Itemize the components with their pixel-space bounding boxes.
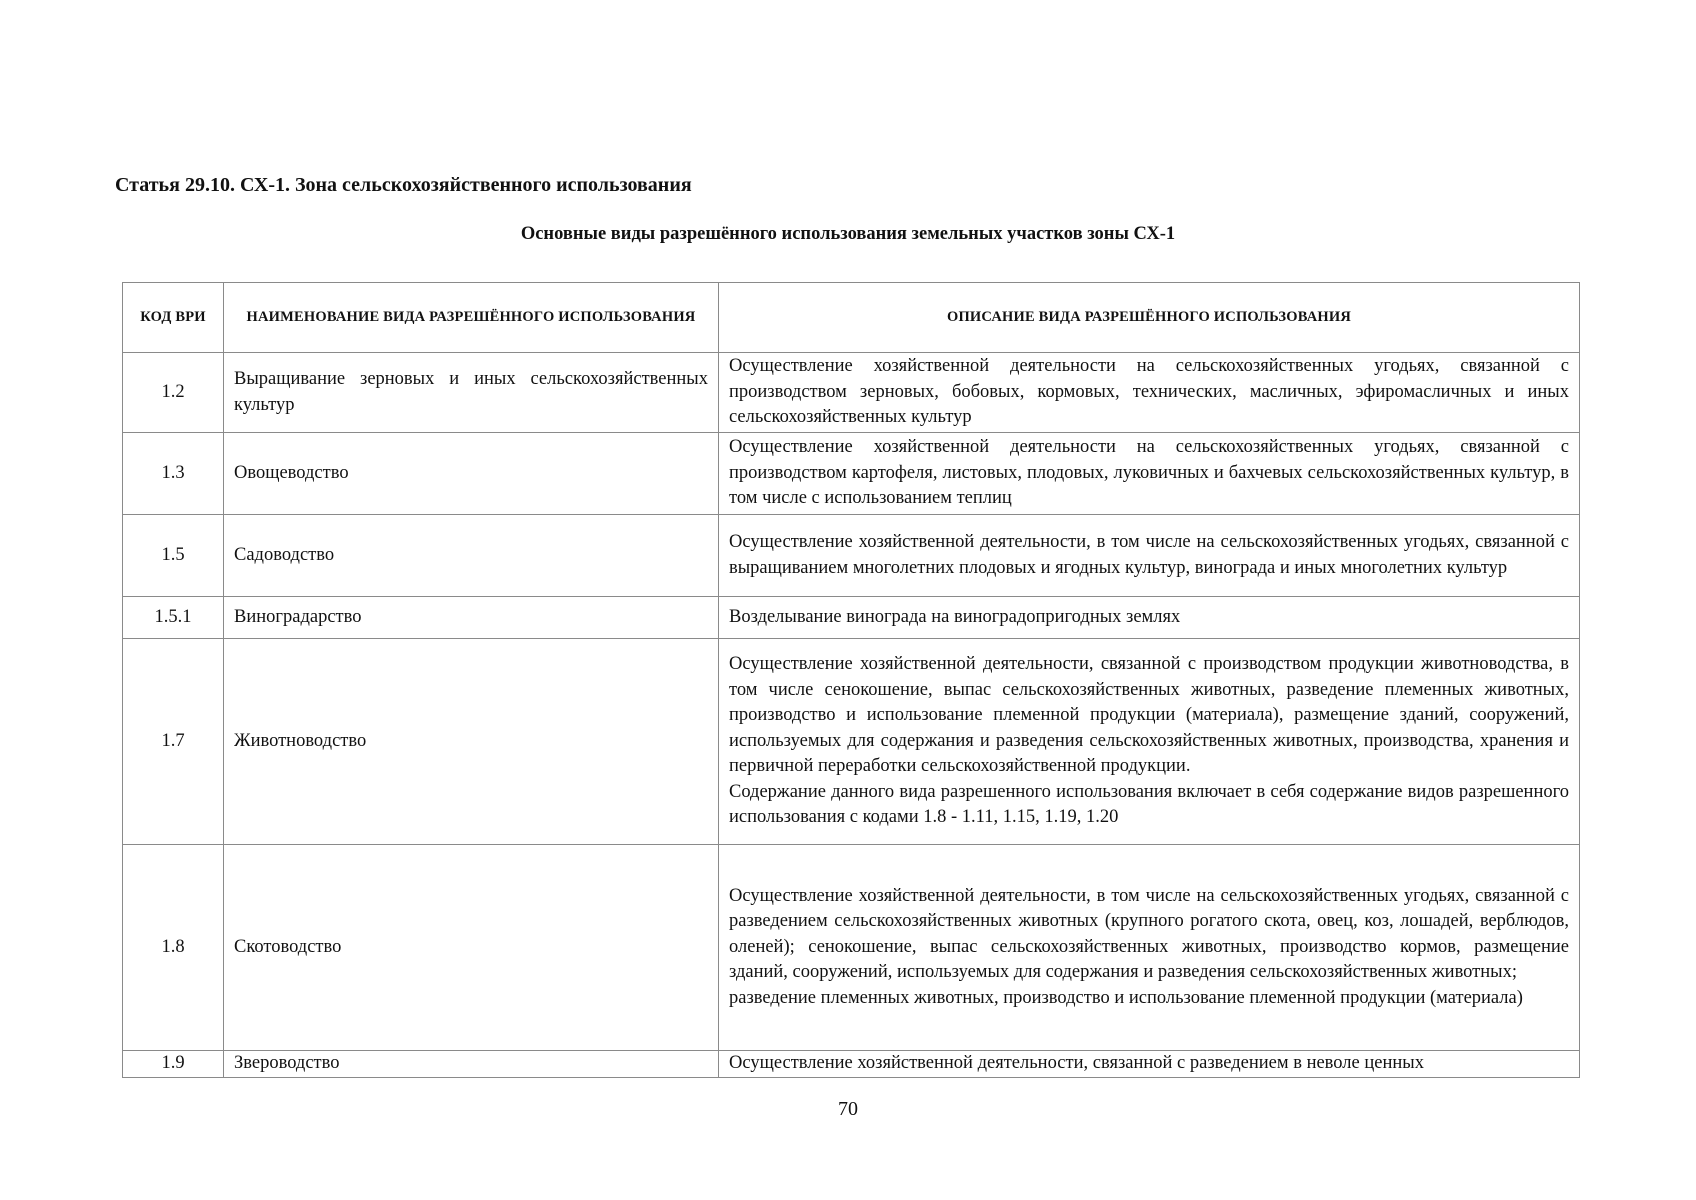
row-name: Овощеводство	[224, 433, 719, 515]
article-title: Статья 29.10. СХ-1. Зона сельскохозяйственного использования	[115, 174, 692, 196]
table-row	[123, 639, 1580, 845]
row-code: 1.2	[123, 353, 224, 433]
row-code: 1.7	[123, 639, 224, 845]
row-name: Садоводство	[224, 515, 719, 597]
row-code: 1.3	[123, 433, 224, 515]
description-paragraph: Возделывание винограда на виноградопригодных землях	[729, 606, 1181, 627]
description-paragraph: Осуществление хозяйственной деятельности, связанной с разведением в неволе ценных	[729, 1053, 1424, 1074]
description-paragraph: Осуществление хозяйственной деятельности, в том числе на сельскохозяйственных угодьях, связанной с выращиванием многолетних плодовых и ягодных культур, винограда и иных многолетних культур	[729, 531, 1569, 578]
row-code: 1.5	[123, 515, 224, 597]
header-code: КОД ВРИ	[123, 283, 224, 353]
header-name: НАИМЕНОВАНИЕ ВИДА РАЗРЕШЁННОГО ИСПОЛЬЗОВАНИЯ	[224, 283, 719, 353]
table-row	[123, 515, 1580, 597]
row-code: 1.8	[123, 845, 224, 1051]
description-paragraph: Осуществление хозяйственной деятельности, в том числе на сельскохозяйственных угодьях, связанной с разведением сельскохозяйственных животных (крупного рогатого скота, овец, коз, лошадей, верблюдов, оленей); сенокошение, выпас сельскохозяйственных животных, производство кормов, размещение зданий, сооружений, используемых для содержания и разведения сельскохозяйственных животных;	[729, 885, 1569, 983]
row-description	[719, 1051, 1580, 1078]
table-caption: Основные виды разрешённого использования земельных участков зоны СХ-1	[520, 224, 1176, 244]
table-row	[123, 845, 1580, 1051]
row-description	[719, 433, 1580, 515]
table-row	[123, 433, 1580, 515]
description-paragraph: Осуществление хозяйственной деятельности на сельскохозяйственных угодьях, связанной с производством картофеля, листовых, плодовых, луковичных и бахчевых сельскохозяйственных культур, в том числе с использованием теплиц	[729, 437, 1569, 509]
permitted-use-table	[122, 282, 1580, 1078]
row-description	[719, 845, 1580, 1051]
table-row	[123, 597, 1580, 639]
description-paragraph: Содержание данного вида разрешенного использования включает в себя содержание видов разрешенного использования с кодами 1.8 - 1.11, 1.15, 1.19, 1.20	[729, 781, 1569, 828]
description-paragraph: разведение племенных животных, производство и использование племенной продукции (материала)	[729, 987, 1523, 1008]
table-row	[123, 353, 1580, 433]
header-description: ОПИСАНИЕ ВИДА РАЗРЕШЁННОГО ИСПОЛЬЗОВАНИЯ	[719, 283, 1580, 353]
row-name: Скотоводство	[224, 845, 719, 1051]
row-name: Животноводство	[224, 639, 719, 845]
table-row	[123, 1051, 1580, 1078]
row-description	[719, 353, 1580, 433]
row-name: Звероводство	[224, 1051, 719, 1078]
page-number: 70	[838, 1098, 858, 1120]
row-description	[719, 597, 1580, 639]
row-description	[719, 639, 1580, 845]
row-name: Виноградарство	[224, 597, 719, 639]
row-code: 1.9	[123, 1051, 224, 1078]
row-name: Выращивание зерновых и иных сельскохозяйственных культур	[224, 353, 719, 433]
row-description	[719, 515, 1580, 597]
description-paragraph: Осуществление хозяйственной деятельности на сельскохозяйственных угодьях, связанной с производством зерновых, бобовых, кормовых, технических, масличных, эфиромасличных и иных сельскохозяйственных культур	[729, 356, 1569, 428]
row-code: 1.5.1	[123, 597, 224, 639]
table-header-row	[123, 283, 1580, 353]
description-paragraph: Осуществление хозяйственной деятельности, связанной с производством продукции животноводства, в том числе сенокошение, выпас сельскохозяйственных животных, разведение племенных животных, производство и использование племенной продукции (материала), размещение зданий, сооружений, используемых для содержания и разведения сельскохозяйственных животных, производства, хранения и первичной переработки сельскохозяйственной продукции.	[729, 653, 1569, 777]
